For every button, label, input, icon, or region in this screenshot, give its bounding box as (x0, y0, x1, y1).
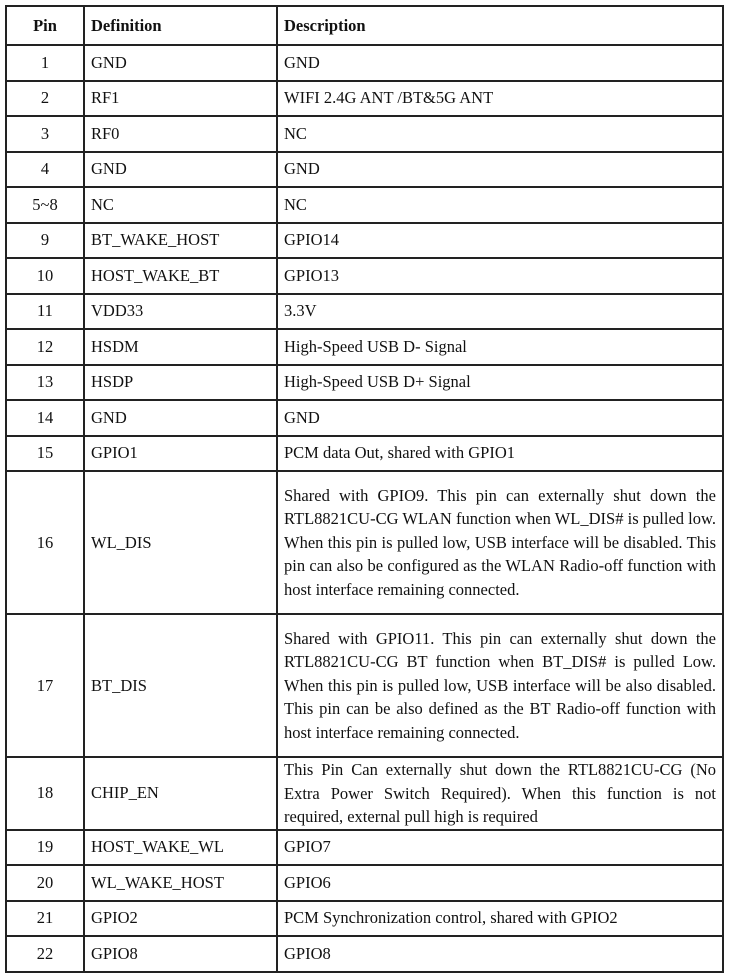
cell-description: NC (277, 116, 723, 152)
cell-pin: 12 (6, 329, 84, 365)
cell-definition: BT_DIS (84, 614, 277, 757)
table-row (6, 45, 723, 81)
table-row (6, 901, 723, 937)
pin-definition-table (5, 5, 724, 973)
table-row (6, 187, 723, 223)
cell-definition: WL_WAKE_HOST (84, 865, 277, 901)
table-row (6, 436, 723, 472)
cell-definition: GPIO8 (84, 936, 277, 972)
cell-definition: RF0 (84, 116, 277, 152)
cell-description: PCM data Out, shared with GPIO1 (277, 436, 723, 472)
cell-pin: 18 (6, 757, 84, 830)
cell-definition: GPIO2 (84, 901, 277, 937)
header-pin: Pin (6, 6, 84, 45)
cell-description: PCM Synchronization control, shared with GPIO2 (277, 901, 723, 937)
cell-definition: WL_DIS (84, 471, 277, 614)
cell-definition: HOST_WAKE_WL (84, 830, 277, 866)
cell-definition: BT_WAKE_HOST (84, 223, 277, 259)
cell-definition: GND (84, 152, 277, 188)
cell-definition: GND (84, 400, 277, 436)
table-row (6, 614, 723, 757)
cell-pin: 9 (6, 223, 84, 259)
table-row (6, 365, 723, 401)
table-row (6, 223, 723, 259)
table-row (6, 830, 723, 866)
header-definition: Definition (84, 6, 277, 45)
cell-pin: 4 (6, 152, 84, 188)
table-row (6, 258, 723, 294)
cell-definition: GPIO1 (84, 436, 277, 472)
cell-description: GPIO13 (277, 258, 723, 294)
table-row (6, 116, 723, 152)
cell-pin: 22 (6, 936, 84, 972)
cell-definition: NC (84, 187, 277, 223)
table-row (6, 471, 723, 614)
cell-description: Shared with GPIO9. This pin can externally shut down the RTL8821CU-CG WLAN function when WL_DIS# is pulled low. When this pin is pulled low, USB interface will be disabled. This pin can also be configured as the WLAN Radio-off function with host interface remaining connected. (277, 471, 723, 614)
table-header-row (6, 6, 723, 45)
cell-description: WIFI 2.4G ANT /BT&5G ANT (277, 81, 723, 117)
cell-definition: CHIP_EN (84, 757, 277, 830)
cell-description: This Pin Can externally shut down the RTL8821CU-CG (No Extra Power Switch Required). When this function is not required, external pull high is required (277, 757, 723, 830)
cell-description: GPIO6 (277, 865, 723, 901)
cell-pin: 21 (6, 901, 84, 937)
table-row (6, 400, 723, 436)
cell-pin: 2 (6, 81, 84, 117)
table-row (6, 152, 723, 188)
cell-pin: 16 (6, 471, 84, 614)
cell-description: Shared with GPIO11. This pin can externally shut down the RTL8821CU-CG BT function when BT_DIS# is pulled Low. When this pin is pulled low, USB interface will be also disabled. This pin can be also defined as the BT Radio-off function with host interface remaining connected. (277, 614, 723, 757)
cell-description: GPIO8 (277, 936, 723, 972)
cell-description: GND (277, 45, 723, 81)
cell-pin: 10 (6, 258, 84, 294)
table-row (6, 865, 723, 901)
cell-pin: 13 (6, 365, 84, 401)
cell-description: High-Speed USB D+ Signal (277, 365, 723, 401)
table-row (6, 936, 723, 972)
cell-pin: 5~8 (6, 187, 84, 223)
cell-definition: RF1 (84, 81, 277, 117)
cell-pin: 15 (6, 436, 84, 472)
cell-description: GPIO7 (277, 830, 723, 866)
cell-definition: VDD33 (84, 294, 277, 330)
cell-pin: 14 (6, 400, 84, 436)
cell-definition: HOST_WAKE_BT (84, 258, 277, 294)
cell-pin: 11 (6, 294, 84, 330)
header-description: Description (277, 6, 723, 45)
table-row (6, 757, 723, 830)
cell-definition: HSDM (84, 329, 277, 365)
table-row (6, 81, 723, 117)
table-row (6, 294, 723, 330)
cell-description: NC (277, 187, 723, 223)
cell-description: High-Speed USB D- Signal (277, 329, 723, 365)
cell-pin: 20 (6, 865, 84, 901)
cell-pin: 19 (6, 830, 84, 866)
cell-description: 3.3V (277, 294, 723, 330)
cell-definition: HSDP (84, 365, 277, 401)
cell-pin: 1 (6, 45, 84, 81)
cell-description: GND (277, 400, 723, 436)
cell-pin: 17 (6, 614, 84, 757)
cell-description: GND (277, 152, 723, 188)
table-row (6, 329, 723, 365)
cell-description: GPIO14 (277, 223, 723, 259)
cell-pin: 3 (6, 116, 84, 152)
cell-definition: GND (84, 45, 277, 81)
